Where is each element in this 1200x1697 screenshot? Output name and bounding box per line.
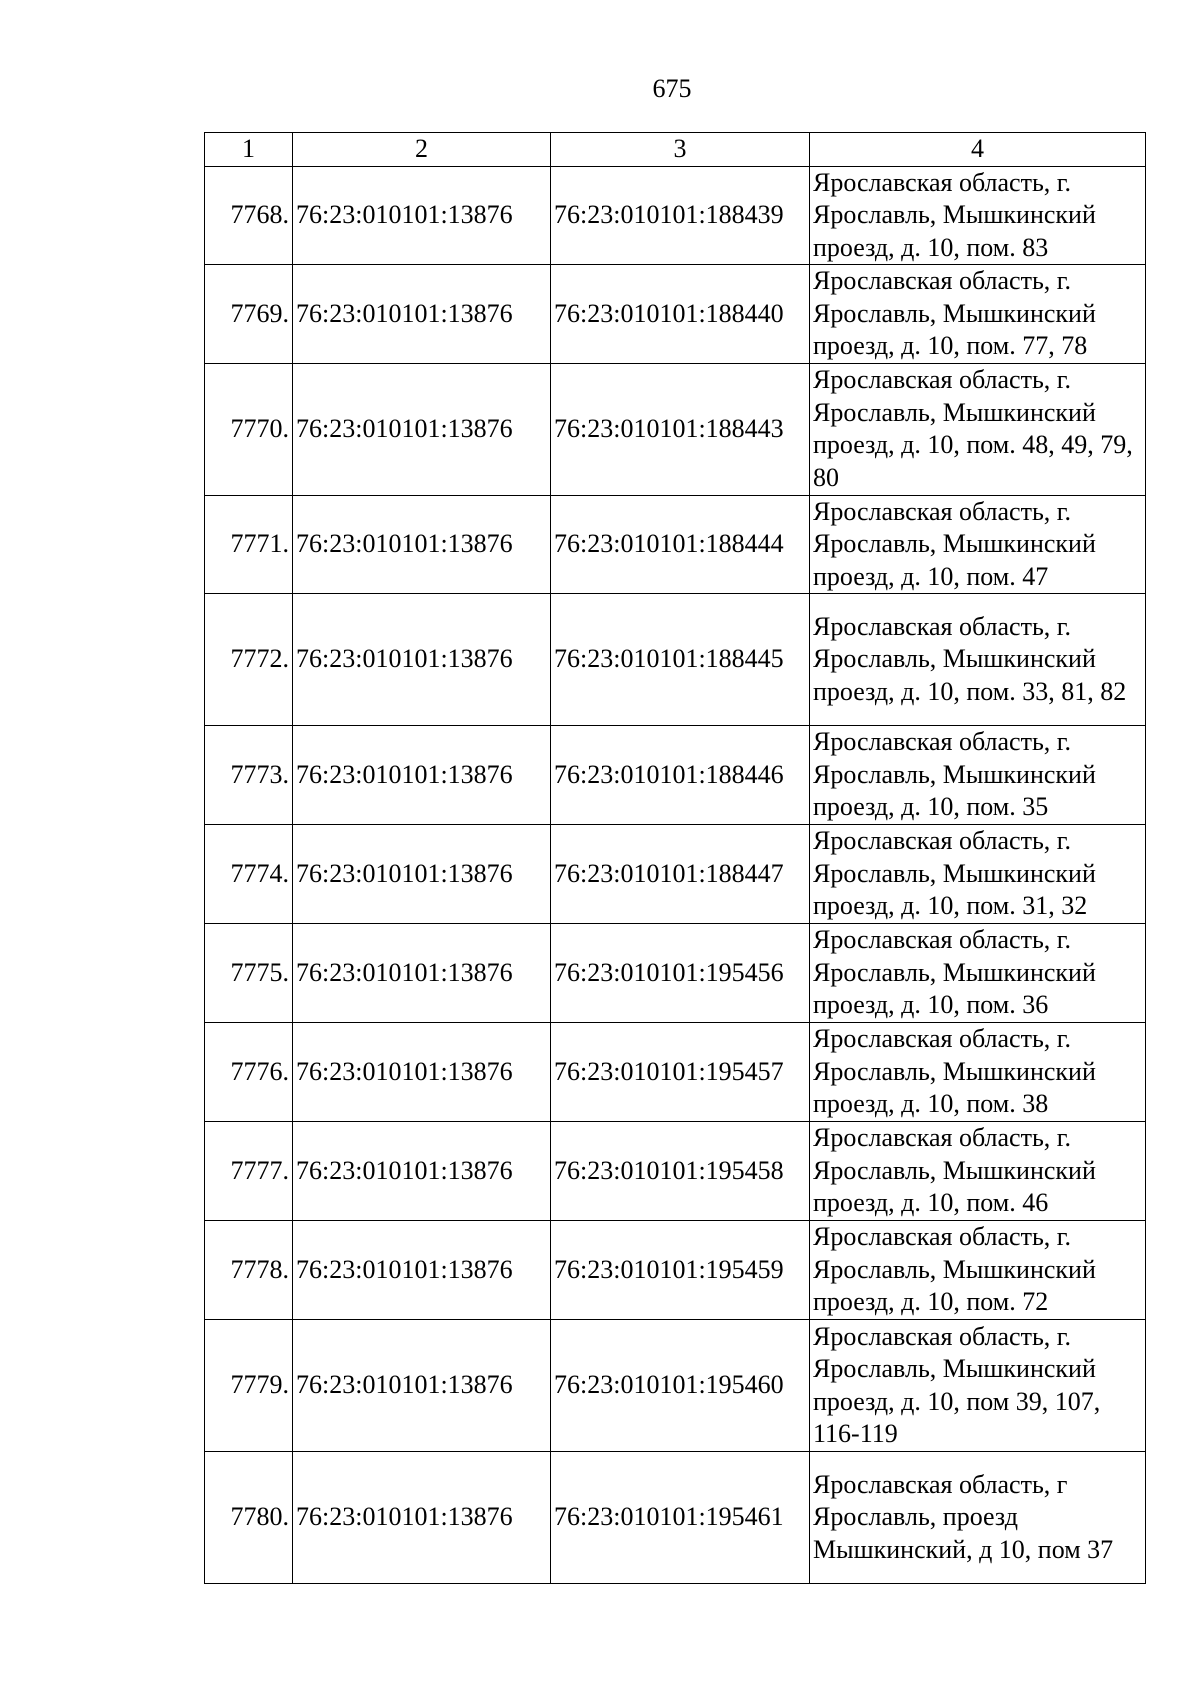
parcel-cadastral-number: 76:23:010101:13876	[293, 166, 551, 265]
parcel-cadastral-number: 76:23:010101:13876	[293, 1452, 551, 1584]
object-address: Ярославская область, г. Ярославль, Мышкинский проезд, д. 10, пом. 35	[810, 726, 1146, 825]
object-address: Ярославская область, г. Ярославль, Мышкинский проезд, д. 10, пом. 72	[810, 1221, 1146, 1320]
object-cadastral-number: 76:23:010101:188444	[551, 495, 810, 594]
row-number: 7779.	[205, 1320, 293, 1452]
object-cadastral-number: 76:23:010101:195458	[551, 1122, 810, 1221]
object-address: Ярославская область, г. Ярославль, Мышкинский проезд, д. 10, пом. 31, 32	[810, 825, 1146, 924]
object-cadastral-number: 76:23:010101:195456	[551, 924, 810, 1023]
parcel-cadastral-number: 76:23:010101:13876	[293, 924, 551, 1023]
object-cadastral-number: 76:23:010101:188439	[551, 166, 810, 265]
table-row	[205, 1320, 1146, 1452]
header-row	[205, 133, 1146, 167]
parcel-cadastral-number: 76:23:010101:13876	[293, 265, 551, 364]
row-number: 7778.	[205, 1221, 293, 1320]
parcel-cadastral-number: 76:23:010101:13876	[293, 1023, 551, 1122]
table-row	[205, 1452, 1146, 1584]
parcel-cadastral-number: 76:23:010101:13876	[293, 495, 551, 594]
object-address: Ярославская область, г. Ярославль, Мышкинский проезд, д. 10, пом. 36	[810, 924, 1146, 1023]
object-cadastral-number: 76:23:010101:195461	[551, 1452, 810, 1584]
parcel-cadastral-number: 76:23:010101:13876	[293, 825, 551, 924]
object-address: Ярославская область, г Ярославль, проезд Мышкинский, д 10, пом 37	[810, 1452, 1146, 1584]
object-cadastral-number: 76:23:010101:188445	[551, 594, 810, 726]
object-cadastral-number: 76:23:010101:195457	[551, 1023, 810, 1122]
table-row	[205, 1023, 1146, 1122]
object-address: Ярославская область, г. Ярославль, Мышкинский проезд, д. 10, пом 39, 107, 116-119	[810, 1320, 1146, 1452]
header-col-4: 4	[810, 133, 1146, 167]
parcel-cadastral-number: 76:23:010101:13876	[293, 363, 551, 495]
table-row	[205, 825, 1146, 924]
object-address: Ярославская область, г. Ярославль, Мышкинский проезд, д. 10, пом. 47	[810, 495, 1146, 594]
row-number: 7776.	[205, 1023, 293, 1122]
row-number: 7769.	[205, 265, 293, 364]
page-number: 675	[652, 74, 692, 103]
object-address: Ярославская область, г. Ярославль, Мышкинский проезд, д. 10, пом. 33, 81, 82	[810, 594, 1146, 726]
table-row	[205, 265, 1146, 364]
object-address: Ярославская область, г. Ярославль, Мышкинский проезд, д. 10, пом. 46	[810, 1122, 1146, 1221]
row-number: 7780.	[205, 1452, 293, 1584]
table-row	[205, 363, 1146, 495]
object-address: Ярославская область, г. Ярославль, Мышкинский проезд, д. 10, пом. 38	[810, 1023, 1146, 1122]
row-number: 7775.	[205, 924, 293, 1023]
table-row	[205, 166, 1146, 265]
table-body	[205, 166, 1146, 1584]
parcel-cadastral-number: 76:23:010101:13876	[293, 726, 551, 825]
table-row	[205, 1122, 1146, 1221]
row-number: 7777.	[205, 1122, 293, 1221]
table-row	[205, 726, 1146, 825]
object-address: Ярославская область, г. Ярославль, Мышкинский проезд, д. 10, пом. 77, 78	[810, 265, 1146, 364]
parcel-cadastral-number: 76:23:010101:13876	[293, 594, 551, 726]
parcel-cadastral-number: 76:23:010101:13876	[293, 1221, 551, 1320]
object-cadastral-number: 76:23:010101:195460	[551, 1320, 810, 1452]
object-address: Ярославская область, г. Ярославль, Мышкинский проезд, д. 10, пом. 48, 49, 79, 80	[810, 363, 1146, 495]
row-number: 7771.	[205, 495, 293, 594]
object-cadastral-number: 76:23:010101:195459	[551, 1221, 810, 1320]
table-row	[205, 924, 1146, 1023]
table-row	[205, 594, 1146, 726]
header-col-2: 2	[293, 133, 551, 167]
table-row	[205, 1221, 1146, 1320]
object-cadastral-number: 76:23:010101:188447	[551, 825, 810, 924]
header-col-3: 3	[551, 133, 810, 167]
table-row	[205, 495, 1146, 594]
row-number: 7774.	[205, 825, 293, 924]
object-address: Ярославская область, г. Ярославль, Мышкинский проезд, д. 10, пом. 83	[810, 166, 1146, 265]
object-cadastral-number: 76:23:010101:188446	[551, 726, 810, 825]
row-number: 7770.	[205, 363, 293, 495]
row-number: 7772.	[205, 594, 293, 726]
parcel-cadastral-number: 76:23:010101:13876	[293, 1320, 551, 1452]
parcel-cadastral-number: 76:23:010101:13876	[293, 1122, 551, 1221]
row-number: 7768.	[205, 166, 293, 265]
row-number: 7773.	[205, 726, 293, 825]
registry-table	[204, 132, 1146, 1584]
table-header	[205, 133, 1146, 167]
object-cadastral-number: 76:23:010101:188440	[551, 265, 810, 364]
object-cadastral-number: 76:23:010101:188443	[551, 363, 810, 495]
header-col-1: 1	[205, 133, 293, 167]
